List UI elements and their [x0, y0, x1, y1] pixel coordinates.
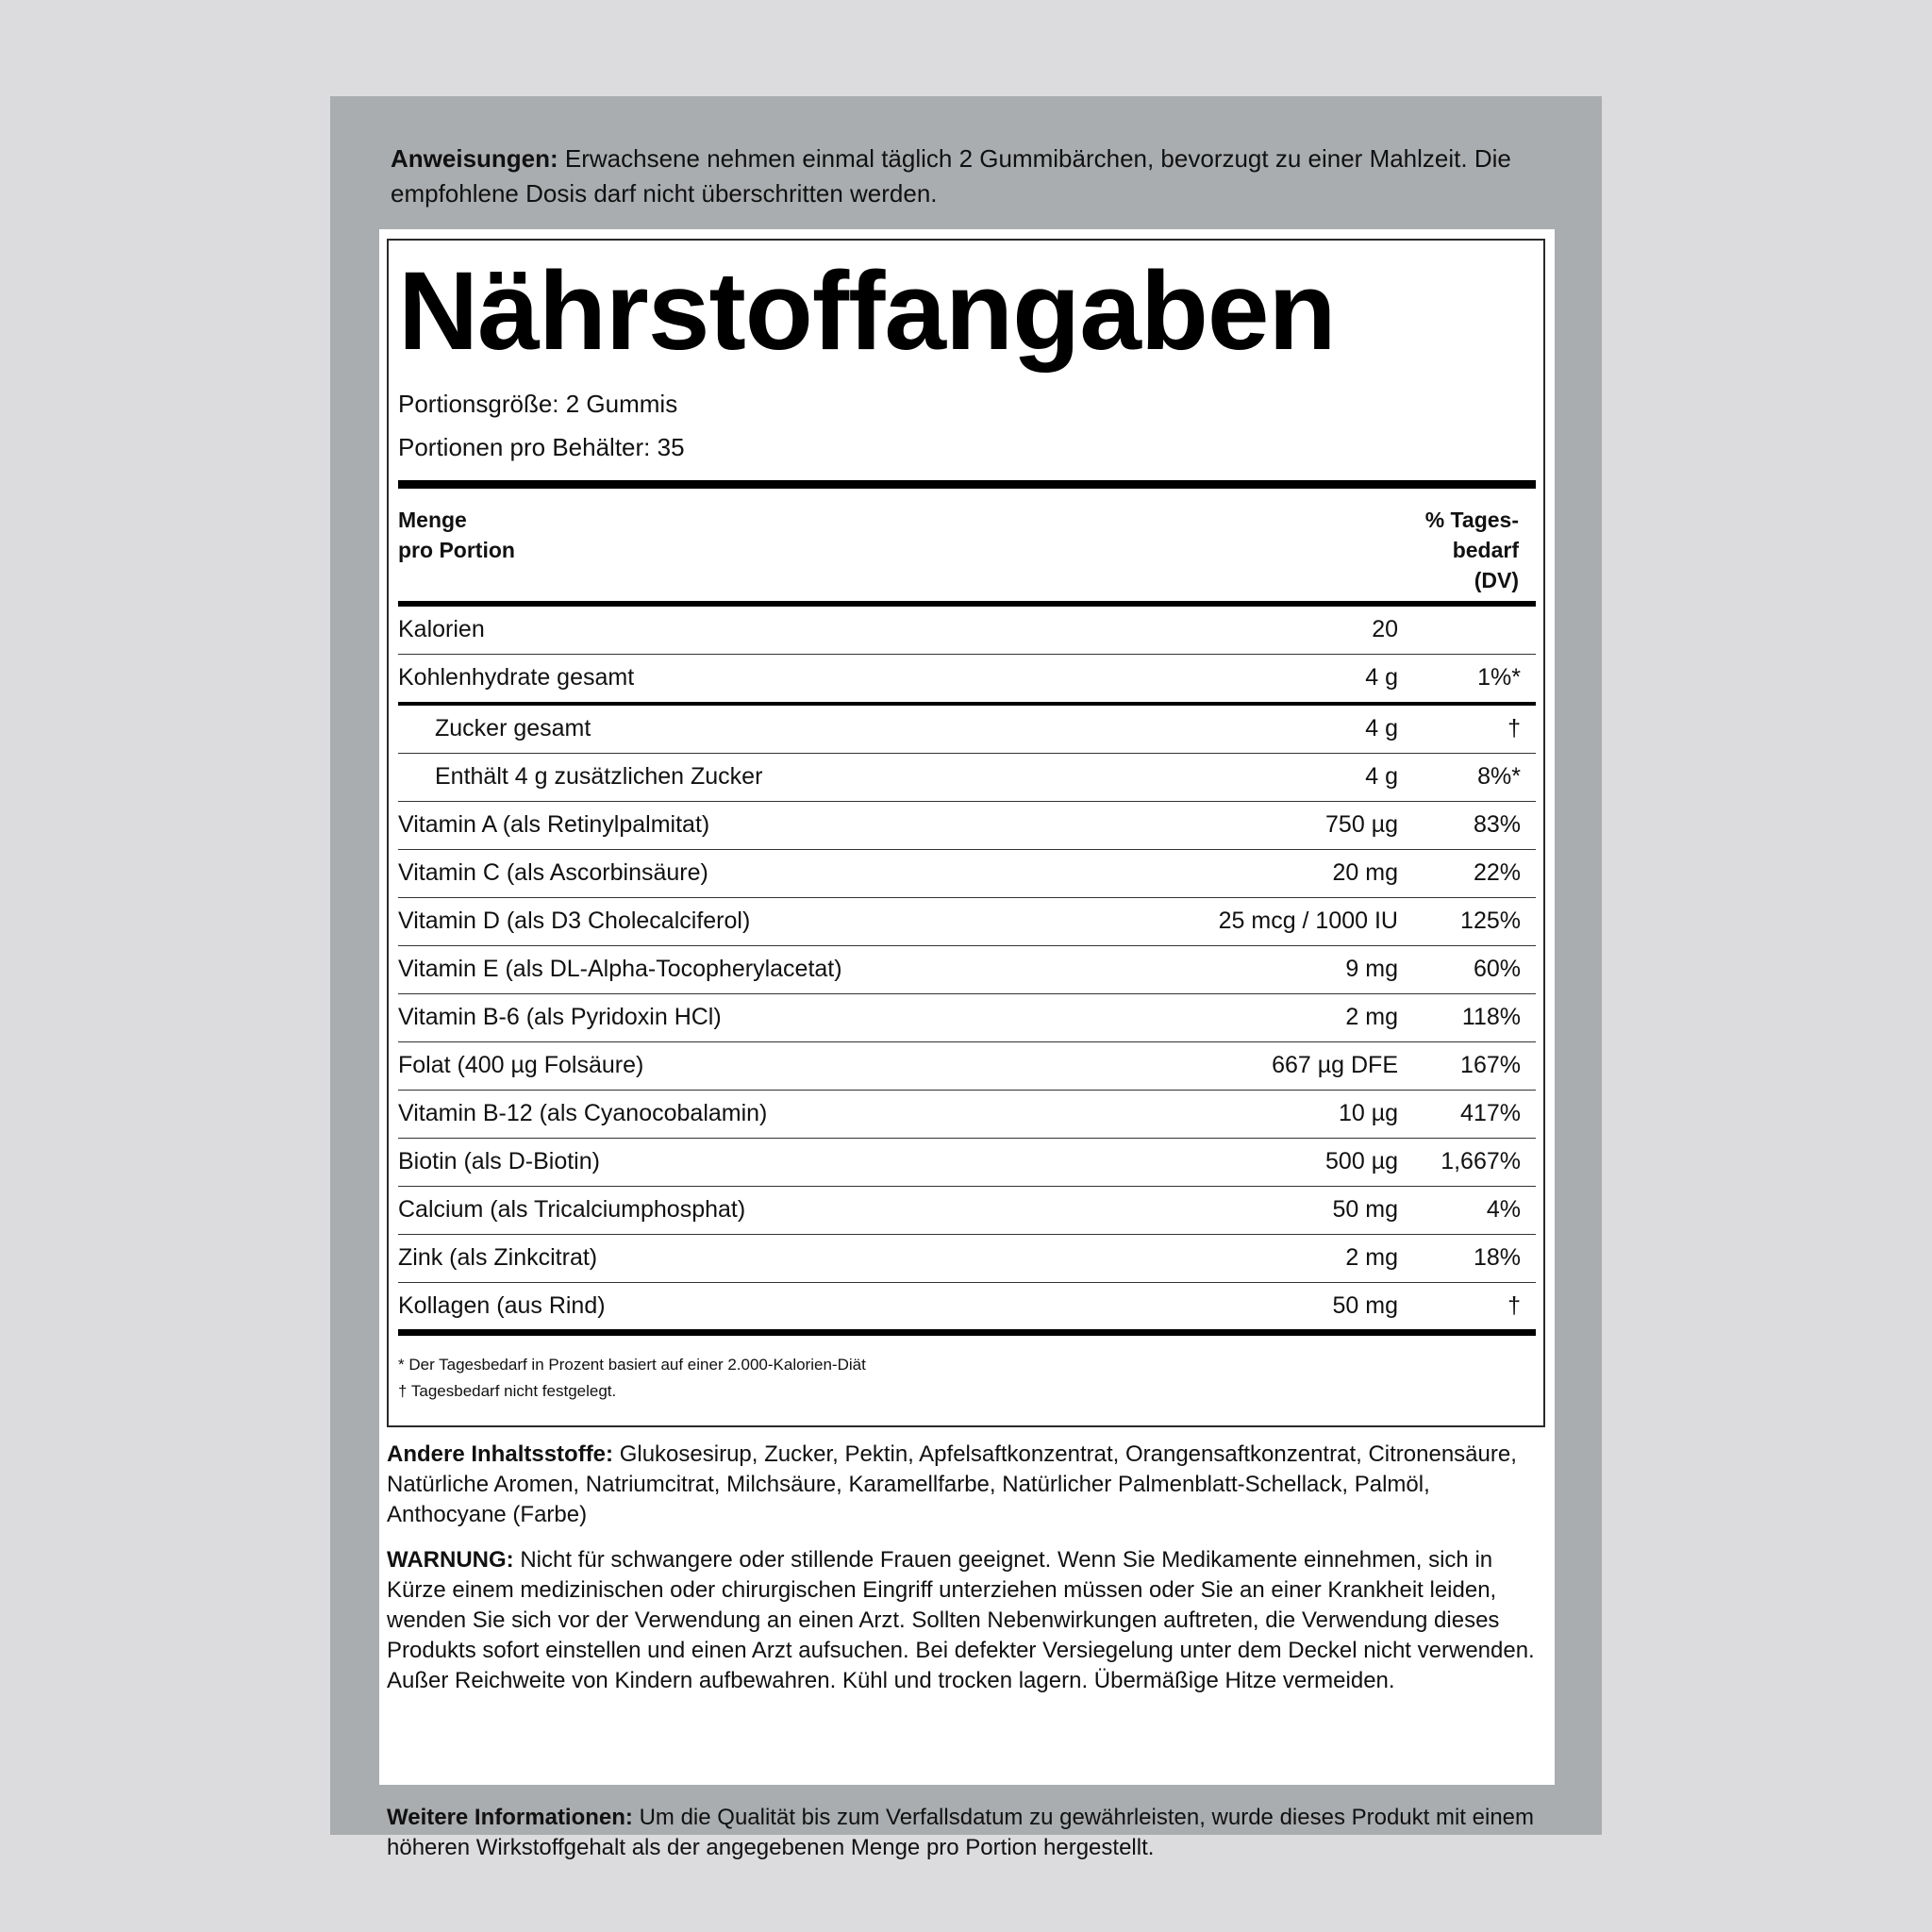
nutrient-name: Enthält 4 g zusätzlichen Zucker: [435, 763, 763, 790]
nutrient-amount: 10 µg: [1338, 1100, 1398, 1126]
directions-body: Erwachsene nehmen einmal täglich 2 Gummibärchen, bevorzugt zu einer Mahlzeit. Die empfohlene Dosis darf nicht überschritten werden.: [391, 144, 1511, 208]
table-row: [398, 946, 1536, 994]
nutrient-dv: 167%: [1460, 1052, 1521, 1078]
nutrient-amount: 4 g: [1365, 664, 1398, 691]
nutrient-dv: 125%: [1460, 908, 1521, 934]
header-amount: [398, 505, 515, 565]
header-amount-line2: pro Portion: [398, 538, 515, 562]
warning-label: WARNUNG:: [387, 1547, 514, 1573]
label-panel: [330, 96, 1602, 1860]
header-amount-line1: Menge: [398, 508, 467, 532]
table-row: [398, 1139, 1536, 1187]
nutrient-amount: 4 g: [1365, 763, 1398, 790]
table-row: [398, 802, 1536, 850]
nutrition-facts-box: [387, 239, 1545, 1427]
table-row: [398, 607, 1536, 655]
nutrient-amount: 2 mg: [1345, 1004, 1398, 1030]
footnote-dagger: † Tagesbedarf nicht festgelegt.: [398, 1382, 617, 1400]
table-row: [398, 1187, 1536, 1235]
table-row: [398, 655, 1536, 706]
nutrient-dv: 8%*: [1477, 763, 1521, 790]
nutrient-name: Vitamin D (als D3 Cholecalciferol): [398, 908, 751, 934]
header-dv-line2: bedarf: [1452, 538, 1519, 562]
divider-thick: [398, 480, 1536, 489]
nutrient-name: Vitamin C (als Ascorbinsäure): [398, 859, 708, 886]
directions-text: [391, 142, 1551, 211]
table-row: [398, 1235, 1536, 1283]
nutrient-name: Zink (als Zinkcitrat): [398, 1244, 598, 1271]
more-info-text: Um die Qualität bis zum Verfallsdatum zu gewährleisten, wurde dieses Produkt mit einem höheren Wirkstoffgehalt als der angegebenen Menge pro Portion hergestellt.: [387, 1805, 1535, 1860]
divider-bottom: [398, 1329, 1536, 1336]
warning-text: Nicht für schwangere oder stillende Frauen geeignet. Wenn Sie Medikamente einnehmen, sich in Kürze einem medizinischen oder chirurgischen Eingriff unterziehen müssen oder Sie an einer Krankheit leiden, wenden Sie sich vor der Verwendung an einen Arzt. Sollten Nebenwirkungen auftreten, die Verwendung dieses Produkts sofort einstellen und einen Arzt aufsuchen. Bei defekter Versiegelung unter dem Deckel nicht verwenden. Außer Reichweite von Kindern aufbewahren. Kühl und trocken lagern. Übermäßige Hitze vermeiden.: [387, 1547, 1535, 1693]
nutrient-amount: 50 mg: [1332, 1292, 1398, 1319]
nutrient-name: Kollagen (aus Rind): [398, 1292, 606, 1319]
nutrient-dv: 4%: [1486, 1196, 1521, 1223]
table-row: [398, 850, 1536, 898]
nutrient-dv: 118%: [1461, 1004, 1521, 1030]
more-info-label: Weitere Informationen:: [387, 1805, 633, 1830]
table-row: [398, 994, 1536, 1042]
nutrient-dv: 83%: [1473, 811, 1521, 838]
nutrient-amount: 750 µg: [1325, 811, 1398, 838]
nutrient-dv: 417%: [1460, 1100, 1521, 1126]
nutrient-name: Kohlenhydrate gesamt: [398, 664, 635, 691]
nutrient-name: Vitamin B-6 (als Pyridoxin HCl): [398, 1004, 722, 1030]
nutrient-amount: 2 mg: [1345, 1244, 1398, 1271]
nutrient-name: Vitamin A (als Retinylpalmitat): [398, 811, 710, 838]
facts-title: Nährstoffangaben: [398, 249, 1336, 374]
directions-label: Anweisungen:: [391, 144, 558, 173]
table-row: [398, 1283, 1536, 1330]
nutrient-amount: 20: [1372, 616, 1398, 642]
nutrient-dv: 22%: [1473, 859, 1521, 886]
table-row: [398, 1091, 1536, 1139]
nutrient-amount: 4 g: [1365, 715, 1398, 741]
table-row: [398, 754, 1536, 802]
nutrient-name: Folat (400 µg Folsäure): [398, 1052, 644, 1078]
nutrient-name: Calcium (als Tricalciumphosphat): [398, 1196, 746, 1223]
nutrient-amount: 25 mcg / 1000 IU: [1218, 908, 1398, 934]
servings-per-container: Portionen pro Behälter: 35: [398, 433, 685, 461]
nutrient-amount: 500 µg: [1325, 1148, 1398, 1174]
nutrient-name: Vitamin B-12 (als Cyanocobalamin): [398, 1100, 768, 1126]
nutrient-dv: 1%*: [1477, 664, 1521, 691]
table-row: [398, 1042, 1536, 1091]
nutrient-name: Biotin (als D-Biotin): [398, 1148, 600, 1174]
nutrient-dv: 18%: [1473, 1244, 1521, 1271]
nutrient-table: [398, 607, 1536, 1330]
other-ingredients: [387, 1440, 1545, 1530]
more-info: [387, 1803, 1545, 1863]
header-dv-line1: % Tages-: [1424, 508, 1519, 532]
warning: [387, 1545, 1545, 1696]
other-ingredients-text: Glukosesirup, Zucker, Pektin, Apfelsaftkonzentrat, Orangensaftkonzentrat, Citronensäure, Natürliche Aromen, Natriumcitrat, Milchsäure, Karamellfarbe, Natürlicher Palmenblatt-Schellack, Palmöl, Anthocyane (Farbe): [387, 1441, 1517, 1527]
nutrient-dv: 1,667%: [1441, 1148, 1521, 1174]
nutrient-dv: †: [1507, 1292, 1521, 1319]
nutrient-amount: 9 mg: [1345, 956, 1398, 982]
table-row: [398, 706, 1536, 754]
nutrient-amount: 20 mg: [1332, 859, 1398, 886]
table-row: [398, 898, 1536, 946]
nutrient-name: Kalorien: [398, 616, 485, 642]
header-dv: [1425, 505, 1519, 595]
header-dv-line3: (DV): [1474, 568, 1519, 592]
nutrient-amount: 667 µg DFE: [1272, 1052, 1398, 1078]
nutrient-dv: 60%: [1473, 956, 1521, 982]
nutrient-dv: †: [1507, 715, 1521, 741]
footnote-dv: * Der Tagesbedarf in Prozent basiert auf einer 2.000-Kalorien-Diät: [398, 1356, 866, 1374]
nutrient-amount: 50 mg: [1332, 1196, 1398, 1223]
other-ingredients-label: Andere Inhaltsstoffe:: [387, 1441, 614, 1467]
serving-size: Portionsgröße: 2 Gummis: [398, 390, 678, 418]
nutrient-name: Vitamin E (als DL-Alpha-Tocopherylacetat): [398, 956, 842, 982]
nutrient-name: Zucker gesamt: [435, 715, 591, 741]
label-content: [379, 229, 1555, 1860]
